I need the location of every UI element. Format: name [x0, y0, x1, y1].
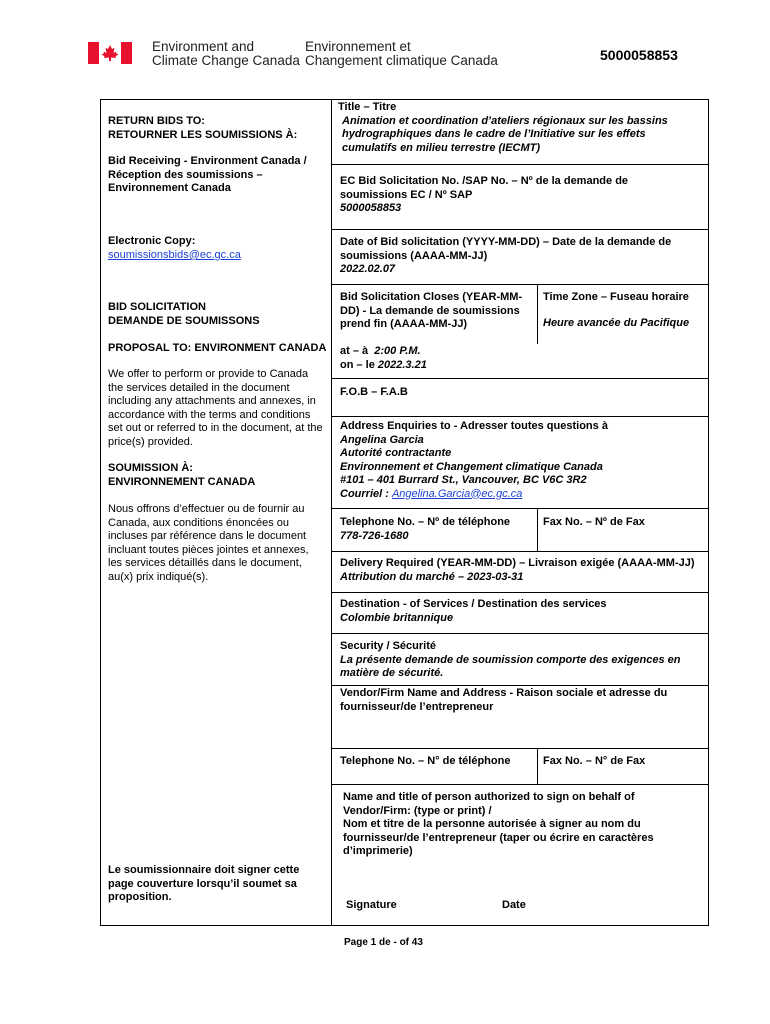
department-name-fr: Environnement et Changement climatique Canada	[305, 39, 498, 68]
closing-date-label: Bid Solicitation Closes (YEAR-MM- DD) - La demande de soumissions prend fin (AAAA-MM-JJ)	[340, 291, 523, 330]
solicitation-number-section: EC Bid Solicitation No. /SAP No. – Nº de la demande de soumissions EC / Nº SAP 5000058853	[340, 175, 629, 214]
solicitation-date-section: Date of Bid solicitation (YYYY-MM-DD) – Date de la demande de soumissions (AAAA-MM-JJ) 2022.02.07	[340, 236, 672, 275]
vendor-name-field[interactable]	[340, 716, 700, 744]
signature-label: Signature	[346, 899, 397, 911]
title-section: Title – Titre Animation et coordination d’ateliers régionaux sur les bassins hydrographiques dans le cadre de l’Initiative sur les effets cumulatifs en milieu terrestre (IECMT)	[338, 101, 668, 154]
date-signature-label: Date	[502, 899, 526, 911]
page-number: Page 1 de - of 43	[344, 937, 423, 948]
fax-label: Fax No. – Nº de Fax	[543, 516, 645, 528]
proposal-to-heading: PROPOSAL TO: ENVIRONMENT CANADA	[108, 342, 327, 354]
security-section: Security / Sécurité La présente demande de soumission comporte des exigences en matière de sécurité.	[340, 640, 681, 679]
enquiries-section: Address Enquiries to - Adresser toutes questions à Angelina Garcia Autorité contractante Environnement et Changement climatique Canada #101 – 401 Burrard St., Vancouver, BC V6C 3R2 Courriel : Angelina.Garcia@ec.gc.ca	[340, 420, 608, 500]
offer-text-en: We offer to perform or provide to Canada the services detailed in the document including any attachments and annexes, in accordance with the terms and conditions set out or referred to in the document, at the price(s) provided.	[108, 368, 323, 448]
telephone-section: Telephone No. – Nº de téléphone 778-726-1680	[340, 516, 511, 542]
vendor-fax-label: Fax No. – N° de Fax	[543, 755, 646, 767]
delivery-section: Delivery Required (YEAR-MM-DD) – Livraison exigée (AAAA-MM-JJ) Attribution du marché – 2023-03-31	[340, 557, 695, 583]
vendor-name-label: Vendor/Firm Name and Address - Raison sociale et adresse du fournisseur/de l’entrepreneur	[340, 687, 668, 713]
offer-text-fr: Nous offrons d’effectuer ou de fournir au Canada, aux conditions énoncées ou incluses par référence dans le document incluant toutes pièces jointes et annexes, les services détaillés dans le document, au(x) prix indiqué(s).	[108, 503, 309, 583]
vendor-telephone-label: Telephone No. – N° de téléphone	[340, 755, 511, 767]
department-name-en: Environment and Climate Change Canada	[152, 39, 300, 68]
canada-flag-icon	[88, 42, 132, 64]
bid-receiving-address: Bid Receiving - Environment Canada / Réception des soumissions – Environnement Canada	[108, 155, 307, 194]
document-number: 5000058853	[600, 47, 678, 63]
electronic-copy-label: Electronic Copy:	[108, 235, 196, 247]
closing-time-value: at – à 2:00 P.M. on – le 2022.3.21	[340, 345, 427, 371]
return-bids-heading: RETURN BIDS TO: RETOURNER LES SOUMISSIONS À:	[108, 115, 298, 141]
fob-label: F.O.B – F.A.B	[340, 386, 408, 398]
time-zone-section: Time Zone – Fuseau horaire Heure avancée du Pacifique	[543, 291, 690, 329]
signing-note: Le soumissionnaire doit signer cette page couverture lorsqu’il soumet sa proposition.	[108, 864, 300, 903]
bid-solicitation-heading: BID SOLICITATION DEMANDE DE SOUMISSONS	[108, 301, 260, 327]
electronic-copy-email-link[interactable]: soumissionsbids@ec.gc.ca	[108, 249, 241, 261]
contact-email-link[interactable]: Angelina.Garcia@ec.gc.ca	[391, 487, 523, 500]
soumission-heading: SOUMISSION À: ENVIRONNEMENT CANADA	[108, 462, 256, 488]
authorized-person-label: Name and title of person authorized to sign on behalf of Vendor/Firm: (type or print) / Nom et titre de la personne autorisée à signer au nom du fournisseur/de l’entrepreneur (taper ou écrire en caractères d’imprimerie)	[343, 791, 654, 857]
destination-section: Destination - of Services / Destination des services Colombie britannique	[340, 598, 607, 624]
